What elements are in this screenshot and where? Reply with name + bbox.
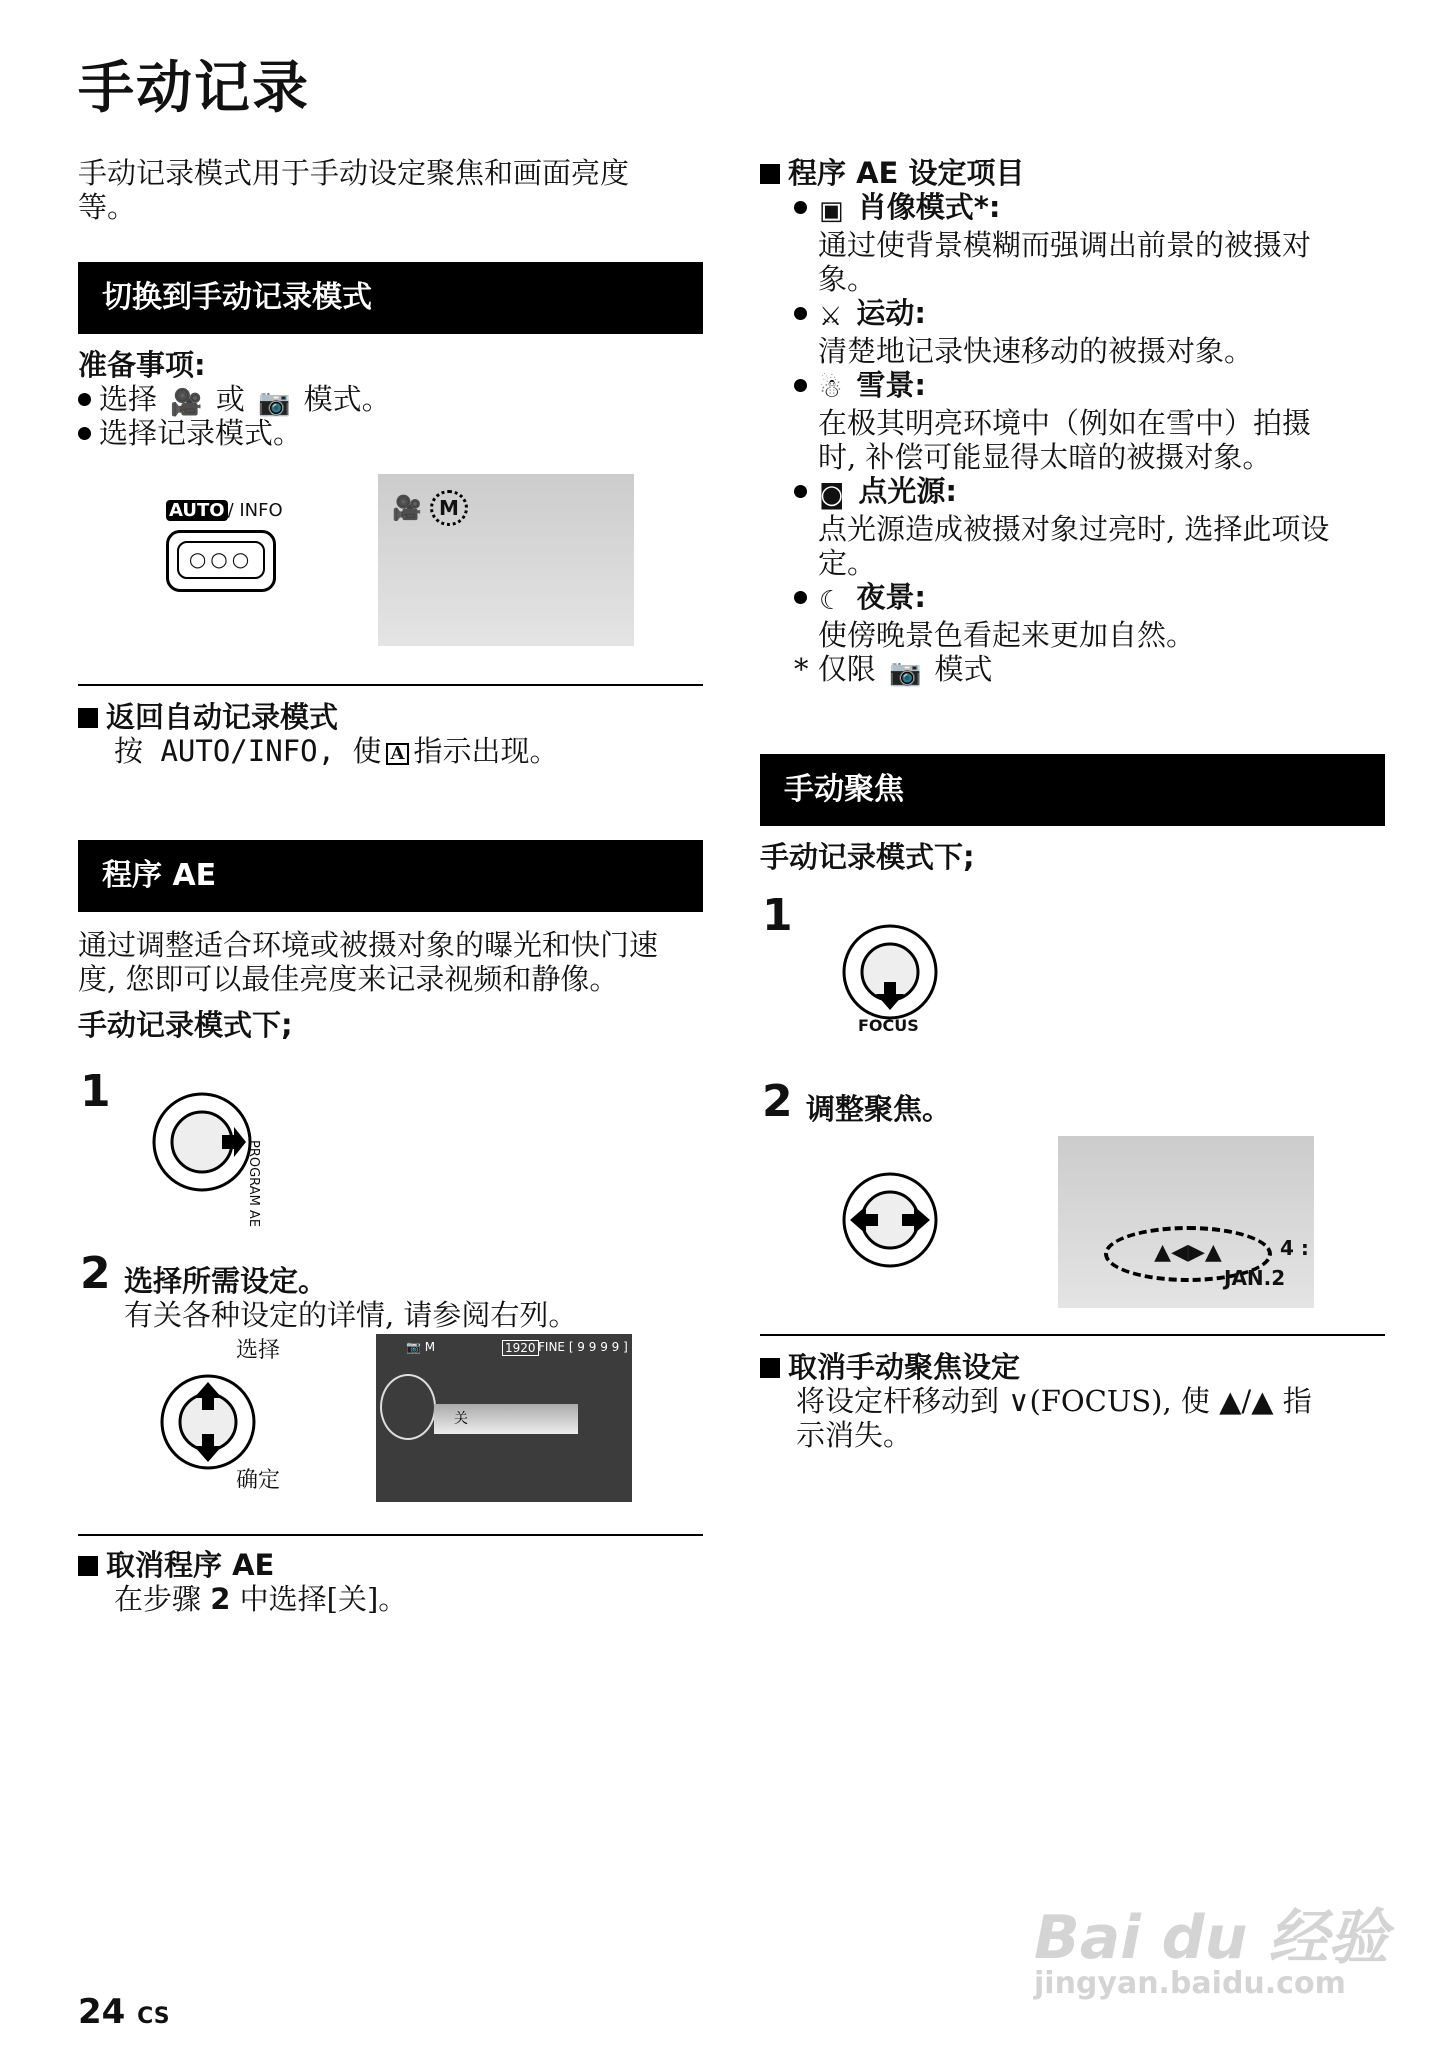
camera-mode-icon: 📷 <box>888 658 922 688</box>
sports-icon: ⚔ <box>819 302 843 332</box>
ae-note: * 仅限 📷 模式 <box>794 652 993 688</box>
baidu-url: jingyan.baidu.com <box>1034 1966 1346 2001</box>
section-bar-manual-mode: 切换到手动记录模式 <box>78 262 703 334</box>
joystick-leftright-icon[interactable] <box>838 1168 948 1278</box>
ae-item: ◙ 点光源: <box>794 474 1394 512</box>
cancel-focus-title: 取消手动聚焦设定 <box>760 1350 1020 1384</box>
bullet-icon <box>78 393 91 406</box>
prep-item: 选择 🎥 或 📷 模式。 <box>78 382 391 420</box>
return-auto-text: 按 AUTO/INFO, 使 A 指示出现。 <box>114 734 559 768</box>
focus-indicator: ▲◀▶▲ <box>1104 1226 1272 1282</box>
video-camera-icon: 🎥 <box>392 494 422 522</box>
spotlight-icon: ◙ <box>819 480 845 510</box>
cancel-ae-title: 取消程序 AE <box>78 1548 274 1582</box>
divider <box>78 684 703 686</box>
step-number: 1 <box>80 1066 111 1117</box>
step-number: 2 <box>762 1076 793 1127</box>
ae-item: ☃ 雪景: <box>794 368 1394 406</box>
square-bullet-icon <box>78 1556 98 1576</box>
manual-mode-indicator: M <box>430 490 468 526</box>
step2-desc: 有关各种设定的详情, 请参阅右列。 <box>124 1298 578 1332</box>
confirm-label: 确定 <box>236 1468 281 1493</box>
focus-screen <box>1058 1136 1314 1308</box>
program-ae-menu-screen: 📷 M 1920 FINE [ 9 9 9 9 ] 关 <box>376 1334 632 1502</box>
snow-icon: ☃ <box>819 374 843 404</box>
square-bullet-icon <box>760 164 780 184</box>
mode-line: 手动记录模式下; <box>760 840 975 874</box>
select-label: 选择 <box>236 1338 281 1363</box>
video-mode-icon: 🎥 <box>170 388 203 418</box>
bullet-icon <box>78 427 91 440</box>
auto-indicator-icon: A <box>386 743 410 765</box>
auto-info-button[interactable]: ○○○ <box>166 530 276 592</box>
return-auto-title: 返回自动记录模式 <box>78 700 338 734</box>
ae-items-list: ▣ 肖像模式*: 通过使背景模糊而强调出前景的被摄对 象。 ⚔ 运动: 清楚地记录快速移动的被摄对象。 ☃ 雪景: 在极其明亮环境中（例如在雪中）拍摄 时, 补偿可能显得太暗的被摄对象。 ◙ 点光源: 点光源造成被摄对象过亮时, 选择此项设 定。 ☾ 夜景: 使傍晚景色看起来更加自然。 * 仅限 📷 模式 <box>794 190 1394 690</box>
night-icon: ☾ <box>819 586 843 616</box>
step-number: 2 <box>80 1248 111 1299</box>
screen-time: 4 : <box>1280 1236 1309 1260</box>
step2-title: 选择所需设定。 <box>124 1264 328 1298</box>
section-bar-manual-focus: 手动聚焦 <box>760 754 1385 826</box>
ae-item: ☾ 夜景: <box>794 580 1394 618</box>
step-number: 1 <box>762 890 793 941</box>
square-bullet-icon <box>78 708 98 728</box>
menu-selected-item[interactable]: 关 <box>434 1404 578 1434</box>
prep-title: 准备事项: <box>78 348 206 382</box>
section-bar-program-ae: 程序 AE <box>78 840 703 912</box>
step2-focus-title: 调整聚焦。 <box>806 1092 952 1126</box>
cancel-ae-text: 在步骤 2 中选择[关]。 <box>114 1582 408 1616</box>
baidu-watermark: Bai du 经验 <box>1034 1903 1389 1973</box>
page-title: 手动记录 <box>78 56 310 121</box>
cancel-focus-text: 将设定杆移动到 ∨(FOCUS), 使 ▲/▲ 指 示消失。 <box>796 1384 1312 1452</box>
divider <box>760 1334 1385 1336</box>
screen-date: JAN.2 <box>1224 1266 1286 1290</box>
auto-info-label: AUTO / INFO <box>166 500 283 521</box>
square-bullet-icon <box>760 1358 780 1378</box>
program-ae-label: PROGRAM AE <box>246 1140 261 1228</box>
program-ae-desc: 通过调整适合环境或被摄对象的曝光和快门速 度, 您即可以最佳亮度来记录视频和静像。 <box>78 928 659 996</box>
ae-items-title: 程序 AE 设定项目 <box>760 156 1024 190</box>
prep-item: 选择记录模式。 <box>78 416 302 450</box>
mode-line: 手动记录模式下; <box>78 1008 293 1042</box>
divider <box>78 1534 703 1536</box>
mode-screen <box>378 474 634 646</box>
portrait-icon: ▣ <box>819 196 844 226</box>
page-number: 24 CS <box>78 1992 170 2032</box>
focus-label: FOCUS <box>858 1016 919 1035</box>
menu-wheel <box>380 1374 436 1440</box>
ae-item: ⚔ 运动: <box>794 296 1394 334</box>
ae-item: ▣ 肖像模式*: <box>794 190 1394 228</box>
intro-text: 手动记录模式用于手动设定聚焦和画面亮度 等。 <box>78 156 630 224</box>
camera-mode-icon: 📷 <box>258 388 291 418</box>
